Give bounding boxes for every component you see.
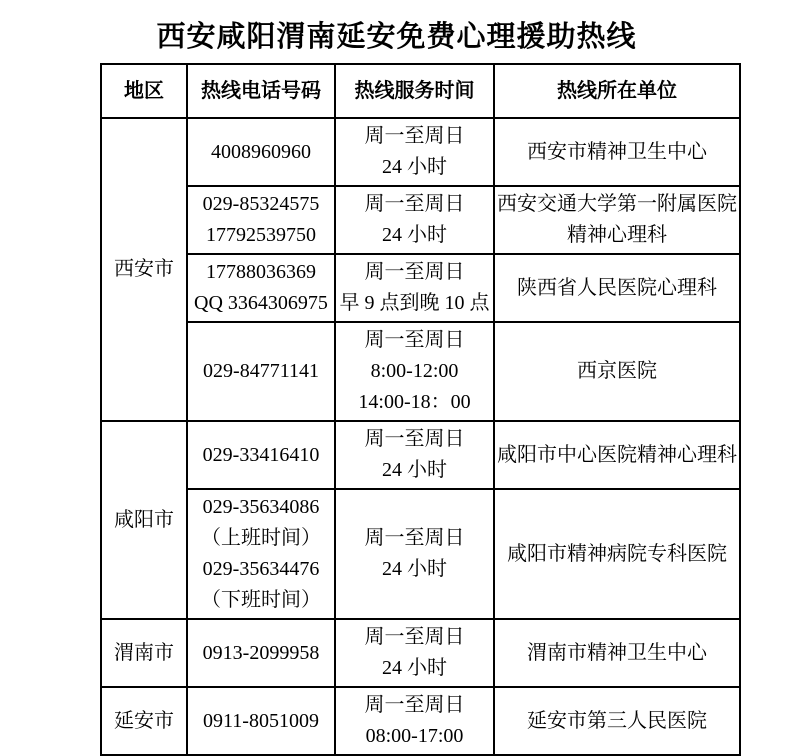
phone-cell (187, 186, 335, 254)
region-cell-xian: 西安市 (101, 118, 187, 421)
phone-cell (187, 421, 335, 489)
time-line: 24 小时 (382, 224, 447, 246)
region-cell-xianyang: 咸阳市 (101, 421, 187, 619)
time-cell (335, 254, 494, 322)
time-line: 8:00-12:00 (370, 360, 459, 382)
phone-line: 17792539750 (206, 224, 316, 246)
table-row (101, 254, 740, 322)
unit-cell (494, 322, 740, 421)
unit-cell (494, 489, 740, 619)
unit-cell (494, 186, 740, 254)
table-row (101, 118, 740, 186)
phone-cell (187, 489, 335, 619)
unit-cell (494, 687, 740, 755)
time-cell (335, 118, 494, 186)
phone-line: 4008960960 (211, 140, 311, 163)
header-region: 地区 (101, 64, 187, 118)
table-row (101, 687, 740, 755)
unit-cell (494, 421, 740, 489)
table-row (101, 489, 740, 619)
table-row (101, 322, 740, 421)
time-line: 周一至周日 (364, 193, 465, 215)
time-line: 周一至周日 (364, 626, 465, 648)
unit-line: 西安市精神卫生中心 (527, 140, 707, 163)
table-row (101, 619, 740, 687)
unit-cell (494, 254, 740, 322)
phone-line: 029-35634086 (202, 496, 320, 518)
unit-line: 陕西省人民医院心理科 (517, 276, 717, 299)
phone-line: （上班时间） (201, 527, 321, 549)
phone-line: 17788036369 (206, 261, 316, 283)
unit-cell (494, 619, 740, 687)
phone-cell (187, 118, 335, 186)
phone-line: （下班时间） (201, 589, 321, 611)
phone-line: 029-35634476 (202, 558, 320, 580)
time-line: 24 小时 (382, 657, 447, 679)
header-row (101, 64, 740, 118)
time-line: 周一至周日 (364, 428, 465, 450)
phone-line: 029-33416410 (202, 443, 320, 466)
table-row (101, 421, 740, 489)
time-line: 周一至周日 (364, 329, 465, 351)
time-cell (335, 687, 494, 755)
phone-cell (187, 687, 335, 755)
unit-line: 咸阳市精神病院专科医院 (507, 542, 727, 565)
region-cell-weinan: 渭南市 (101, 619, 187, 687)
time-line: 周一至周日 (364, 125, 465, 147)
time-line: 周一至周日 (364, 261, 465, 283)
unit-cell (494, 118, 740, 186)
time-line: 14:00-18：00 (358, 391, 471, 413)
time-cell (335, 489, 494, 619)
phone-line: QQ 3364306975 (194, 292, 328, 314)
time-line: 周一至周日 (364, 694, 465, 716)
time-line: 24 小时 (382, 156, 447, 178)
phone-line: 029-84771141 (203, 360, 319, 382)
time-cell (335, 186, 494, 254)
time-line: 早 9 点到晚 10 点 (339, 292, 490, 314)
time-line: 08:00-17:00 (365, 725, 464, 747)
time-cell (335, 421, 494, 489)
table-row (101, 186, 740, 254)
phone-cell (187, 254, 335, 322)
unit-line: 西京医院 (577, 360, 657, 382)
time-line: 24 小时 (382, 558, 447, 580)
phone-cell (187, 322, 335, 421)
unit-line: 渭南市精神卫生中心 (527, 641, 707, 664)
unit-line: 延安市第三人民医院 (527, 709, 707, 732)
header-time: 热线服务时间 (335, 64, 494, 118)
unit-line: 西安交通大学第一附属医院 (497, 193, 737, 215)
time-line: 周一至周日 (364, 527, 465, 549)
region-cell-yanan: 延安市 (101, 687, 187, 755)
time-cell (335, 322, 494, 421)
phone-line: 0911-8051009 (203, 709, 319, 732)
unit-line: 咸阳市中心医院精神心理科 (497, 443, 737, 466)
phone-line: 0913-2099958 (202, 641, 320, 664)
unit-line: 精神心理科 (567, 224, 667, 246)
phone-cell (187, 619, 335, 687)
hotline-table (100, 63, 741, 756)
header-phone: 热线电话号码 (187, 64, 335, 118)
page-title: 西安咸阳渭南延安免费心理援助热线 (156, 21, 637, 53)
time-line: 24 小时 (382, 459, 447, 481)
time-cell (335, 619, 494, 687)
phone-line: 029-85324575 (202, 193, 320, 215)
header-unit: 热线所在单位 (494, 64, 740, 118)
